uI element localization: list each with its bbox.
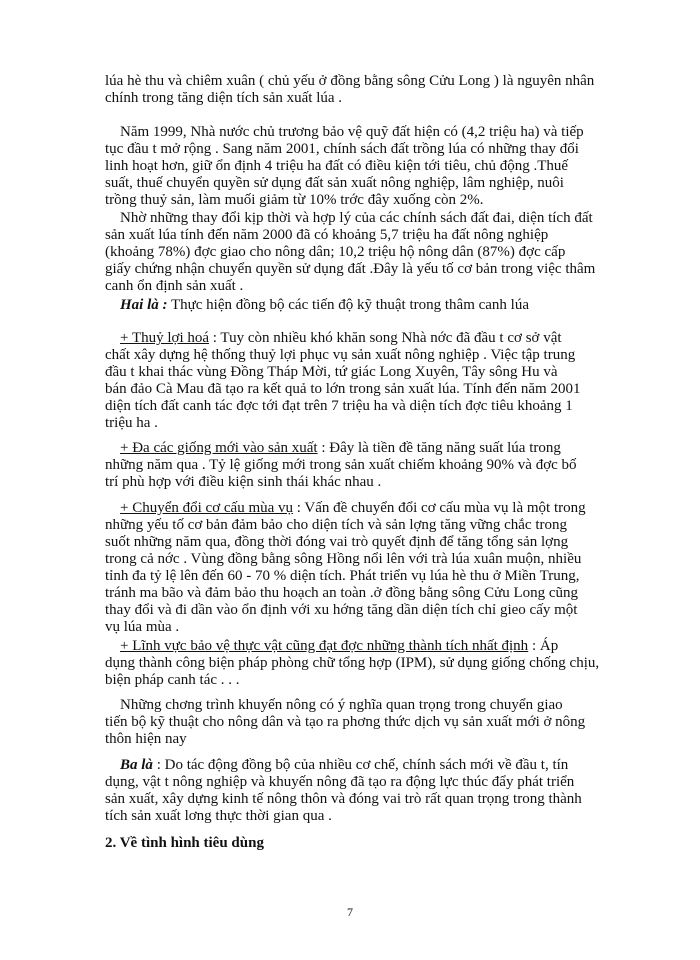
bao-ve-thuc-vat-heading: + Lĩnh vực bảo vệ thực vật cũng đạt đợc những thành tích nhất định — [120, 638, 529, 654]
paragraph-giong-moi: + Đa các giống mới vào sản xuất : Đây là tiền đề tăng năng suất lúa trong những năm qua . Tỷ lệ giống mới trong sản xuất chiếm khoảng 90% và đợc bố trí phù hợp với điều kiện sinh thái khác nhau . — [105, 440, 577, 490]
section-heading: 2. Về tình hình tiêu dùng — [105, 835, 264, 851]
paragraph-ba-la: Ba là : Do tác động đồng bộ của nhiều cơ chế, chính sách mới về đầu t, tín dụng, vật t nông nghiệp và khuyến nông đã tạo ra động lực thúc đẩy phát triển sản xuất, xây dựng kinh tế nông thôn và đóng vai trò rất quan trọng trong thành tích sản xuất lơng thực thời gian qua . — [105, 757, 582, 824]
page-number: 7 — [347, 905, 353, 919]
mua-vu-heading: + Chuyển đổi cơ cấu mùa vụ — [120, 500, 294, 516]
paragraph-mua-vu: + Chuyển đổi cơ cấu mùa vụ : Vấn đề chuyển đổi cơ cấu mùa vụ là một trong những yếu tố cơ bản đảm bảo cho diện tích và sản lợng tăng vững chắc trong suốt những năm qua, đồng thời đóng vai trò quyết định để tăng tổng sản lợng trong cả nớc . Vùng đồng bằng sông Hồng nổi lên với trà lúa xuân muộn, nhiều tỉnh đa tỷ lệ lên đến 60 - 70 % diện tích. Phát triển vụ lúa hè thu ở Miền Trung, tránh ma bão và đảm bảo thu hoạch an toàn .ở đồng bằng sông Cửu Long cũng thay đổi và đi dần vào ổn định với xu hớng tăng dần diện tích chỉ gieo cấy một vụ lúa mùa . — [105, 500, 586, 635]
paragraph-thuy-loi: + Thuỷ lợi hoá : Tuy còn nhiều khó khăn song Nhà nớc đã đầu t cơ sở vật chất xây dựng hệ thống thuỷ lợi phục vụ sản xuất nông nghiệp . Việc tập trung đầu t khai thác vùng Đồng Tháp Mời, tứ giác Long Xuyên, Tây sông Hu và bán đảo Cà Mau đã tạo ra kết quả to lớn trong sản xuất lúa. Tính đến năm 2001 diện tích đất canh tác đợc tới đạt trên 7 triệu ha và diện tích đợc tiêu khoảng 1 triệu ha . — [105, 330, 581, 431]
paragraph-1: lúa hè thu và chiêm xuân ( chủ yếu ở đồng bằng sông Cửu Long ) là nguyên nhân chính trong tăng diện tích sản xuất lúa . — [105, 73, 595, 106]
thuy-loi-heading: + Thuỷ lợi hoá — [120, 330, 210, 346]
paragraph-khuyen-nong: Những chơng trình khuyến nông có ý nghĩa quan trọng trong chuyển giao tiến bộ kỹ thuật cho nông dân và tạo ra phơng thức dịch vụ sản xuất mới ở nông thôn hiện nay — [105, 697, 586, 747]
hai-la-label: Hai là : — [120, 297, 168, 313]
paragraph-bao-ve-thuc-vat: + Lĩnh vực bảo vệ thực vật cũng đạt đợc những thành tích nhất định : Áp dụng thành công biện pháp phòng chữ tổng hợp (IPM), sử dụng giống chống chịu, biện pháp canh tác . . . — [105, 638, 600, 688]
ba-la-label: Ba là — [120, 757, 153, 773]
paragraph-2: Năm 1999, Nhà nước chủ trương bảo vệ quỹ đất hiện có (4,2 triệu ha) và tiếp tục đầu t mở rộng . Sang năm 2001, chính sách đất trồng lúa có những thay đổi linh hoạt hơn, giữ ổn định 4 triệu ha đất có điều kiện tới tiêu, chủ động .Thuế suất, thuế chuyển quyền sử dụng đất sản xuất nông nghiệp, lâm nghiệp, nuôi trồng thuỷ sản, làm muối giảm từ 10% trớc đây xuống còn 2%. — [105, 124, 584, 208]
paragraph-3: Nhờ những thay đổi kịp thời và hợp lý của các chính sách đất đai, diện tích đất sản xuất lúa tính đến năm 2000 đã có khoảng 5,7 triệu ha đất nông nghiệp (khoảng 78%) đợc giao cho nông dân; 10,2 triệu hộ nông dân (87%) đợc cấp giấy chứng nhận chuyển quyền sử dụng đất .Đây là yếu tố cơ bản trong việc thâm canh ổn định sản xuất . — [105, 210, 596, 294]
paragraph-hai-la — [105, 297, 603, 314]
hai-la-text: Thực hiện đồng bộ các tiến độ kỹ thuật trong thâm canh lúa — [167, 297, 530, 313]
giong-moi-heading: + Đa các giống mới vào sản xuất — [120, 440, 318, 456]
